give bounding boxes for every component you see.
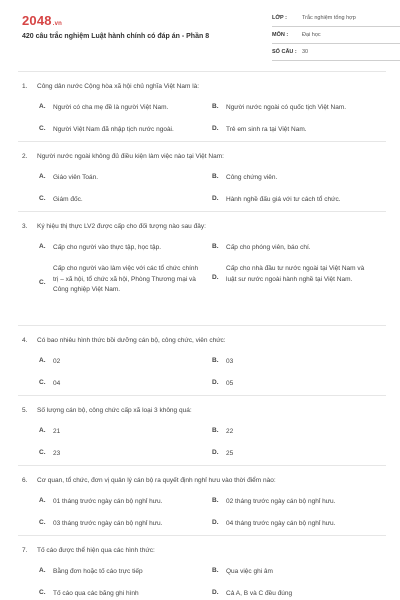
question-prompt: Tố cáo được thể hiện qua các hình thức: [37, 547, 155, 554]
question-2-text [22, 153, 224, 160]
option-text: Người nước ngoài có quốc tịch Việt Nam. [226, 104, 347, 111]
option-text: Hành nghề đấu giá với tư cách tổ chức. [226, 196, 341, 203]
question-prompt: Ký hiệu thị thực LV2 được cấp cho đối tượng nào sau đây: [37, 223, 206, 230]
question-1 [18, 72, 386, 142]
option-text: 02 [53, 358, 61, 365]
question-prompt: Người nước ngoài không đủ điều kiện làm việc nào tại Việt Nam: [37, 153, 224, 160]
meta-row-count [272, 44, 400, 61]
option-letter: B. [212, 103, 219, 110]
option-text: Người có cha mẹ đề là người Việt Nam. [53, 104, 169, 111]
question-6 [18, 466, 386, 536]
option-text: 23 [53, 450, 61, 457]
option-text: Bằng đơn hoặc tố cáo trực tiếp [53, 568, 143, 575]
question-number: 1. [22, 83, 28, 90]
option-letter: D. [212, 589, 219, 596]
question-4-text [22, 337, 226, 344]
question-7-text [22, 547, 155, 554]
meta-value-class: Trắc nghiệm tổng hợp [302, 15, 356, 21]
meta-value-count: 30 [302, 49, 309, 55]
option-letter: C. [39, 379, 46, 386]
option-text: Cấp cho phóng viên, báo chí. [226, 244, 311, 251]
option-letter: D. [212, 125, 219, 132]
option-text: Qua việc ghi âm [226, 568, 273, 575]
question-number: 5. [22, 407, 28, 414]
question-3-text [22, 223, 206, 230]
option-letter: A. [39, 173, 46, 180]
option-text: 04 [53, 380, 61, 387]
option-letter: D. [212, 519, 219, 526]
logo-main: 2048 [22, 13, 52, 28]
question-3 [18, 212, 386, 326]
option-text: 04 tháng trước ngày cán bộ nghỉ hưu. [226, 520, 336, 527]
question-4 [18, 326, 386, 396]
question-number: 7. [22, 547, 28, 554]
option-letter: A. [39, 497, 46, 504]
option-letter: C. [39, 519, 46, 526]
meta-label-class: LỚP : [272, 15, 287, 21]
option-letter: B. [212, 357, 219, 364]
option-letter: C. [39, 125, 46, 132]
option-letter: D. [212, 379, 219, 386]
option-letter: D. [212, 195, 219, 202]
question-5-text [22, 407, 192, 414]
option-letter: B. [212, 173, 219, 180]
option-text: 02 tháng trước ngày cán bộ nghỉ hưu. [226, 498, 336, 505]
option-letter: A. [39, 103, 46, 110]
option-letter: B. [212, 243, 219, 250]
site-logo[interactable] [22, 13, 62, 28]
question-number: 6. [22, 477, 28, 484]
document-title: 420 câu trắc nghiệm Luật hành chính có đáp án - Phần 8 [22, 33, 210, 40]
option-letter: C. [39, 279, 46, 286]
option-text: 03 tháng trước ngày cán bộ nghỉ hưu. [53, 520, 163, 527]
option-text: 22 [226, 428, 234, 435]
option-letter: A. [39, 427, 46, 434]
option-letter: C. [39, 589, 46, 596]
question-2 [18, 142, 386, 212]
option-text: Giáo viên Toán. [53, 174, 99, 181]
option-letter: A. [39, 357, 46, 364]
option-letter: B. [212, 427, 219, 434]
option-text: 01 tháng trước ngày cán bộ nghỉ hưu. [53, 498, 163, 505]
meta-row-class [272, 10, 400, 27]
question-prompt: Cơ quan, tổ chức, đơn vị quản lý cán bộ ra quyết định nghỉ hưu vào thời điểm nào: [37, 477, 276, 484]
option-text: 21 [53, 428, 61, 435]
question-7 [18, 536, 386, 600]
meta-value-subject: Đại học [302, 32, 321, 38]
meta-label-subject: MÔN : [272, 32, 289, 38]
question-1-text [22, 83, 199, 90]
option-text: Cấp cho người vào làm việc với các tổ chức chính trị – xã hội, tổ chức xã hội, Phòng Thương mại và Công nghiệp Việt Nam. [53, 265, 199, 293]
option-letter: D. [212, 449, 219, 456]
question-prompt: Có bao nhiêu hình thức bồi dưỡng cán bộ, công chức, viên chức: [37, 337, 226, 344]
option-letter: C. [39, 449, 46, 456]
option-text: Cả A, B và C đều đúng [226, 590, 293, 597]
option-text: Cấp cho người vào thực tập, học tập. [53, 244, 161, 251]
option-text: Tố cáo qua các băng ghi hình [53, 590, 139, 597]
option-text: Người Việt Nam đã nhập tịch nước ngoài. [53, 126, 174, 133]
option-letter: A. [39, 567, 46, 574]
question-6-text [22, 477, 276, 484]
question-number: 3. [22, 223, 28, 230]
question-5 [18, 396, 386, 466]
option-text: 03 [226, 358, 234, 365]
document-meta [272, 10, 400, 61]
option-letter: D. [212, 274, 219, 281]
question-prompt: Công dân nước Cộng hòa xã hội chủ nghĩa Việt Nam là: [37, 83, 200, 90]
question-number: 2. [22, 153, 28, 160]
question-prompt: Số lượng cán bộ, công chức cấp xã loại 3 không quá: [37, 407, 192, 414]
option-text: Trẻ em sinh ra tại Việt Nam. [226, 126, 307, 133]
document-header [18, 0, 386, 72]
option-text: Công chứng viên. [226, 174, 278, 181]
option-letter: B. [212, 497, 219, 504]
option-text: 25 [226, 450, 234, 457]
option-text: Giám đốc. [53, 196, 83, 203]
option-letter: C. [39, 195, 46, 202]
option-letter: A. [39, 243, 46, 250]
option-text: Cấp cho nhà đầu tư nước ngoài tại Việt Nam và luật sư nước ngoài hành nghề tại Việt Nam. [226, 265, 365, 283]
question-number: 4. [22, 337, 28, 344]
meta-row-subject [272, 27, 400, 44]
option-text: 05 [226, 380, 234, 387]
option-letter: B. [212, 567, 219, 574]
logo-tld: .vn [52, 21, 63, 27]
meta-label-count: SỐ CÂU : [272, 49, 297, 55]
